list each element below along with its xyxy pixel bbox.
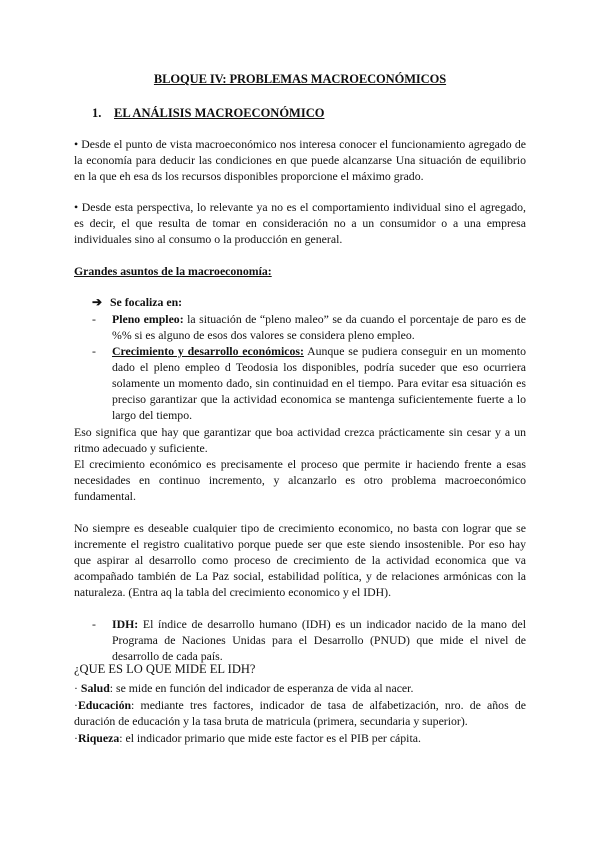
list-item xyxy=(92,616,526,664)
list-item-text: la situación de “pleno maleo” se da cuando el porcentaje de paro es de %% si es alguno de esos dos valores se considera pleno empleo. xyxy=(112,312,526,342)
factor-term: Salud xyxy=(80,681,110,695)
idh-list xyxy=(92,616,526,664)
list-item-term: IDH: xyxy=(112,617,139,631)
list-item-text: El índice de desarrollo humano (IDH) es un indicador nacido de la mano del Programa de Naciones Unidas para el Desarrollo (PNUD) que mide el nivel de desarrollo de cada país. xyxy=(112,617,526,663)
idh-question: ¿QUE ES LO QUE MIDE EL IDH? xyxy=(74,662,256,676)
arrow-icon: ➔ xyxy=(92,295,102,309)
dash-marker: - xyxy=(92,617,96,631)
factor-term: Riqueza xyxy=(77,730,120,745)
factor-prefix: · xyxy=(74,697,78,712)
paragraph-intro: • Desde el punto de vista macroeconómico nos interesa conocer el funcionamiento agregado de la economía para deducir las condiciones en que puede alcanzarse Una situación de equilibrio en la que eh esa ds los recursos disponibles proporcione el máximo grado. xyxy=(74,137,526,183)
list-item xyxy=(92,311,526,343)
list-item-term: Crecimiento y desarrollo económicos: xyxy=(112,344,304,358)
list-item-body xyxy=(112,311,526,343)
list-item-text: Aunque se pudiera conseguir en un momento dado el pleno empleo d Teodosia los disponibles, podría suceder que eso ocurriera solamente un momento dado, sin continuidad en el tiempo. Para evitar esa situación es preciso garantizar que la actividad economica se mantenga suficientemente fuerte a lo largo del tiempo. xyxy=(112,344,526,422)
paragraph-perspective: • Desde esta perspectiva, lo relevante ya no es el comportamiento individual sino el agregado, es decir, el que resulta de tomar en consideración no a un consumidor o a una empresa individuales sino al consumo o la producción en general. xyxy=(74,200,526,246)
factor-term: Educación xyxy=(77,697,132,712)
factor-prefix: · xyxy=(74,730,78,745)
paragraph-desarrollo: No siempre es deseable cualquier tipo de crecimiento economico, no basta con lograr que se incremente el registro cualitativo porque puede ser que este siendo insostenible. Por eso hay que aspirar al desarrollo como proceso de crecimiento de la actividad economica que va acompañado también de La Paz social, estabilidad política, y de relaciones armónicas con la naturaleza. (Entra aq la tabla del crecimiento economico y el IDH). xyxy=(74,521,526,599)
focus-heading xyxy=(92,295,182,310)
list-item-body xyxy=(112,343,526,423)
section-number: 1. xyxy=(92,106,102,120)
section-title: EL ANÁLISIS MACROECONÓMICO xyxy=(114,106,325,120)
factor-text: : mediante tres factores, indicador de tasa de alfabetización, nro. de años de duración de educación y la tasa bruta de matricula (primera, secundaria y superior). xyxy=(74,697,526,728)
subheading-grandes-asuntos: Grandes asuntos de la macroeconomía: xyxy=(74,264,272,278)
paragraph-crecimiento: El crecimiento económico es precisamente el proceso que permite ir haciendo frente a esas necesidades en continuo incremento, y alcanzarlo es otro problema macroeconómico fundamental. xyxy=(74,457,526,503)
document-title: BLOQUE IV: PROBLEMAS MACROECONÓMICOS xyxy=(153,72,447,86)
dash-marker: - xyxy=(92,344,96,358)
list-item xyxy=(92,343,526,423)
dash-marker: - xyxy=(92,312,96,326)
idh-factors xyxy=(74,680,526,746)
focus-list xyxy=(92,311,526,423)
factor-salud xyxy=(74,680,526,697)
section-heading xyxy=(92,106,324,121)
factor-educacion xyxy=(74,697,526,730)
factor-text: : el indicador primario que mide este factor es el PIB per cápita. xyxy=(119,730,421,745)
list-item-body xyxy=(112,616,526,664)
factor-riqueza xyxy=(74,730,526,747)
list-item-term: Pleno empleo: xyxy=(112,312,184,326)
paragraph-significa: Eso significa que hay que garantizar que boa actividad crezca prácticamente sin cesar y a un ritmo adecuado y suficiente. xyxy=(74,425,526,455)
factor-prefix: · xyxy=(74,681,81,695)
focus-label: Se focaliza en: xyxy=(110,295,183,309)
factor-text: : se mide en función del indicador de esperanza de vida al nacer. xyxy=(109,681,414,695)
